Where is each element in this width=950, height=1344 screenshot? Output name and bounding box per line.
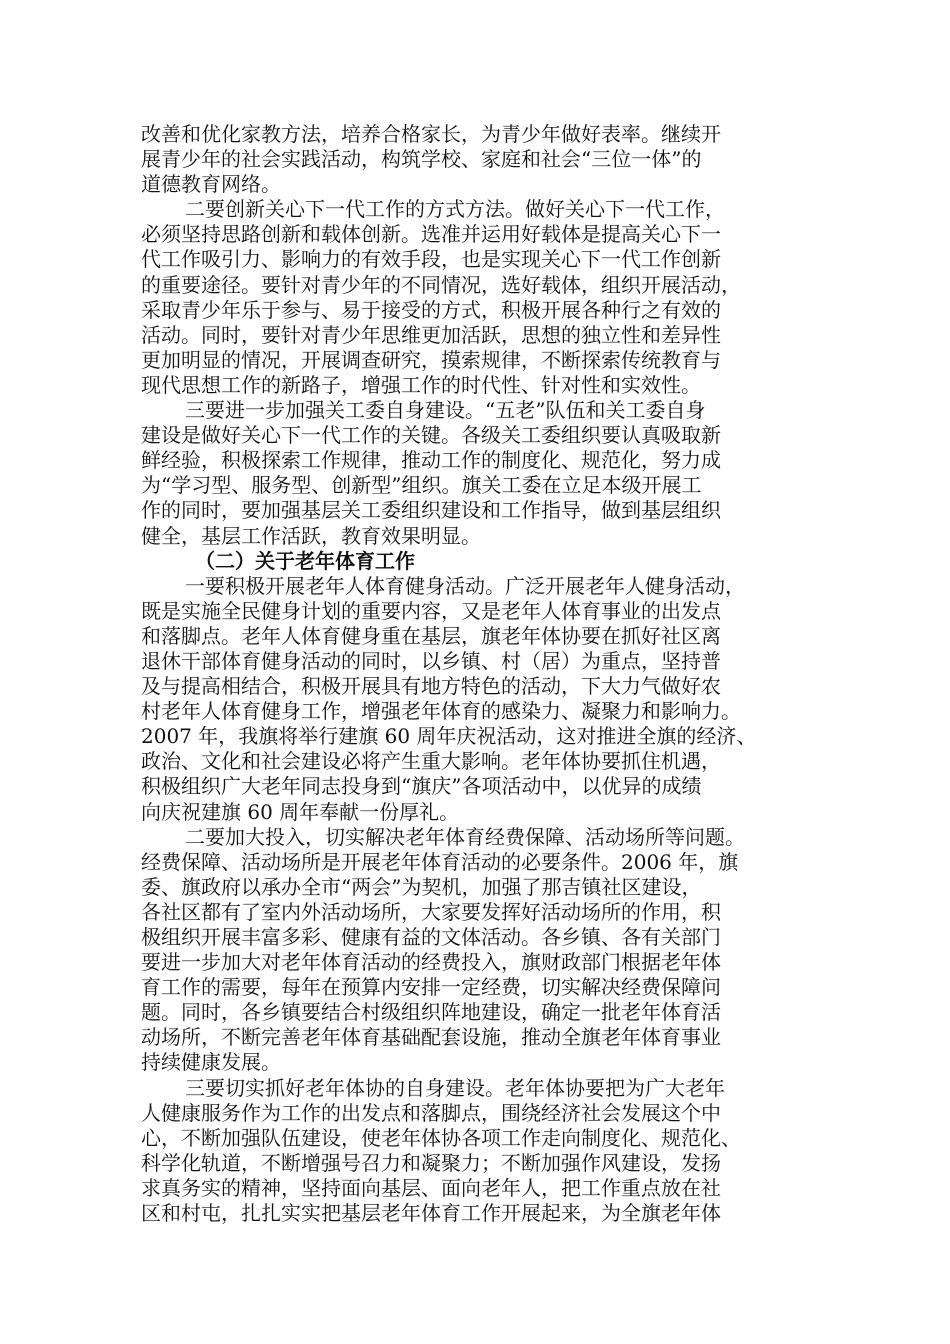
text-line: 采取青少年乐于参与、易于接受的方式，积极开展各种行之有效的: [141, 297, 721, 322]
text-line: 村老年人体育健身工作，增强老年体育的感染力、凝聚力和影响力。: [141, 699, 741, 724]
text-line: 活动。同时，要针对青少年思维更加活跃，思想的独立性和差异性: [141, 322, 721, 347]
text-line: 2007 年，我旗将举行建旗 60 周年庆祝活动，这对推进全旗的经济、: [141, 724, 757, 749]
text-line: 极组织开展丰富多彩、健康有益的文体活动。各乡镇、各有关部门: [141, 925, 721, 949]
text-line: 题。同时，各乡镇要结合村级组织阵地建设，确定一批老年体育活: [141, 1000, 721, 1025]
text-line: 及与提高相结合，积极开展具有地方特色的活动，下大力气做好农: [141, 674, 721, 699]
text-line: 育工作的需要，每年在预算内安排一定经费，切实解决经费保障问: [141, 975, 721, 1000]
text-line: 科学化轨道，不断增强号召力和凝聚力；不断加强作风建设，发扬: [141, 1150, 721, 1175]
text-line: 更加明显的情况，开展调查研究，摸索规律，不断探索传统教育与: [141, 347, 721, 372]
text-line: 鲜经验，积极探索工作规律，推动工作的制度化、规范化，努力成: [141, 448, 721, 473]
paragraph-start-line: 二要加大投入，切实解决老年体育经费保障、活动场所等问题。: [185, 824, 745, 849]
text-line: 经费保障、活动场所是开展老年体育活动的必要条件。2006 年，旗: [141, 849, 739, 874]
text-line: 必须坚持思路创新和载体创新。选准并运用好载体是提高关心下一: [141, 222, 721, 247]
text-line: 求真务实的精神，坚持面向基层、面向老年人，把工作重点放在社: [141, 1175, 721, 1200]
text-line: 积极组织广大老年同志投身到“旗庆”各项活动中，以优异的成绩: [141, 774, 702, 799]
text-line: 为“学习型、服务型、创新型”组织。旗关工委在立足本级开展工: [141, 473, 702, 498]
text-line: 建设是做好关心下一代工作的关键。各级关工委组织要认真吸取新: [141, 423, 721, 448]
paragraph-start-line: 三要切实抓好老年体协的自身建设。老年体协要把为广大老年: [185, 1075, 725, 1100]
text-line: 和落脚点。老年人体育健身重在基层，旗老年体协要在抓好社区离: [141, 623, 721, 648]
text-line: 作的同时，要加强基层关工委组织建设和工作指导，做到基层组织: [141, 498, 721, 523]
text-line: 退休干部体育健身活动的同时，以乡镇、村（居）为重点，坚持普: [141, 648, 721, 673]
text-line: 心，不断加强队伍建设，使老年体协各项工作走向制度化、规范化、: [141, 1125, 741, 1150]
text-line: 区和村屯，扎扎实实把基层老年体育工作开展起来，为全旗老年体: [141, 1201, 721, 1226]
text-line: 各社区都有了室内外活动场所，大家要发挥好活动场所的作用，积: [141, 899, 721, 924]
text-line: 向庆祝建旗 60 周年奉献一份厚礼。: [141, 799, 460, 824]
text-line: 改善和优化家教方法，培养合格家长，为青少年做好表率。继续开: [141, 122, 721, 146]
paragraph-start-line: 一要积极开展老年人体育健身活动。广泛开展老年人健身活动，: [185, 573, 745, 598]
text-line: 动场所，不断完善老年体育基础配套设施，推动全旗老年体育事业: [141, 1025, 721, 1050]
text-line: 健全，基层工作活跃，教育效果明显。: [141, 523, 481, 548]
text-line: 现代思想工作的新路子，增强工作的时代性、针对性和实效性。: [141, 372, 701, 397]
paragraph-start-line: 三要进一步加强关工委自身建设。“五老”队伍和关工委自身: [185, 398, 706, 423]
text-line: 政治、文化和社会建设必将产生重大影响。老年体协要抓住机遇，: [141, 749, 721, 774]
paragraph-start-line: 二要创新关心下一代工作的方式方法。做好关心下一代工作，: [185, 197, 725, 222]
text-line: 既是实施全民健身计划的重要内容，又是老年人体育事业的出发点: [141, 598, 721, 623]
text-line: 人健康服务作为工作的出发点和落脚点，围绕经济社会发展这个中: [141, 1100, 721, 1125]
text-line: 要进一步加大对老年体育活动的经费投入，旗财政部门根据老年体: [141, 950, 721, 975]
text-line: 持续健康发展。: [141, 1050, 281, 1075]
text-line: 委、旗政府以承办全市“两会”为契机，加强了那吉镇社区建设，: [141, 874, 702, 899]
text-line: 道德教育网络。: [141, 172, 281, 197]
body-text: [141, 122, 831, 1226]
text-line: 展青少年的社会实践活动，构筑学校、家庭和社会“三位一体”的: [141, 147, 702, 172]
section-heading: （二）关于老年体育工作: [195, 548, 415, 573]
text-line: 代工作吸引力、影响力的有效手段，也是实现关心下一代工作创新: [141, 247, 721, 272]
text-line: 的重要途径。要针对青少年的不同情况，选好载体，组织开展活动，: [141, 272, 741, 297]
